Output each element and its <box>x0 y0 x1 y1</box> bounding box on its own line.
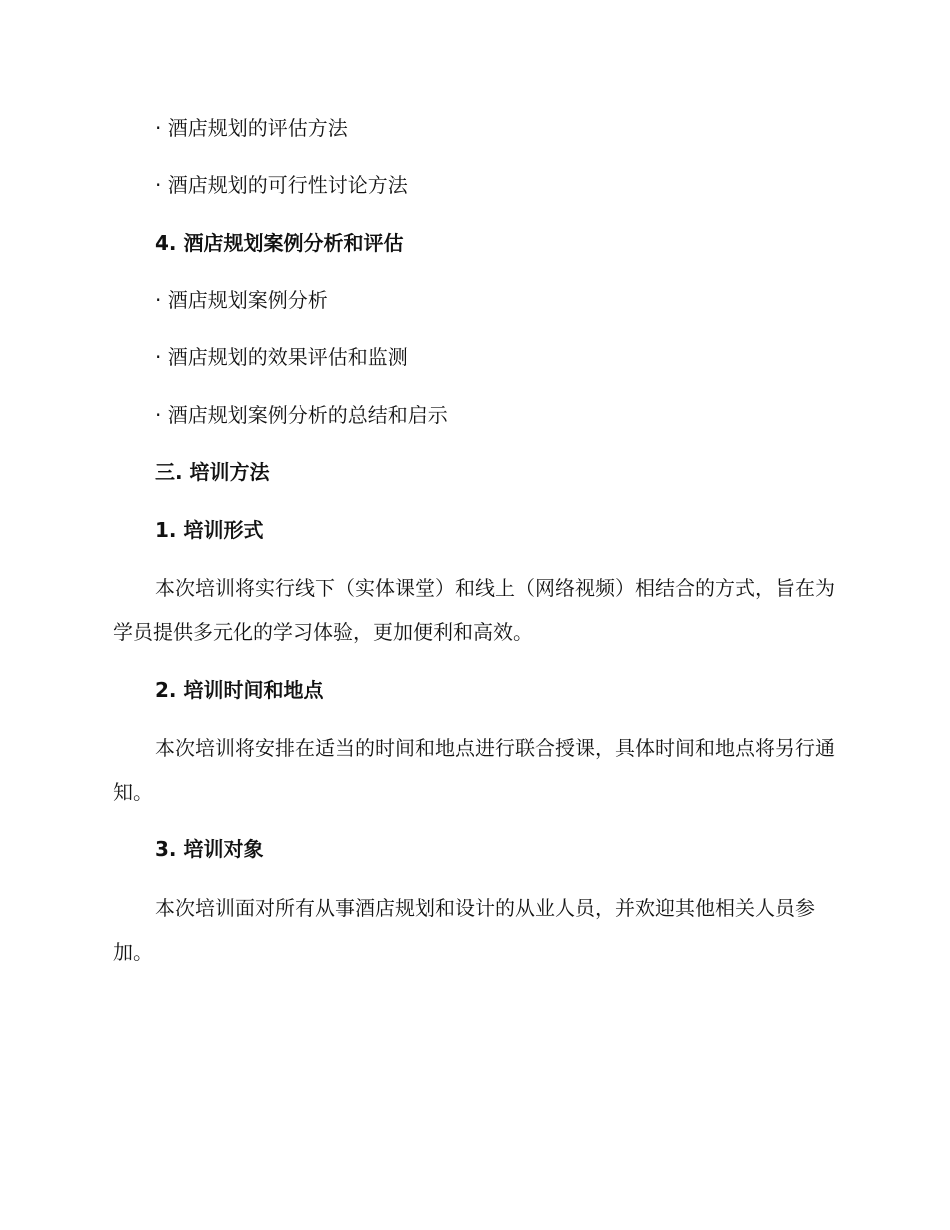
paragraph: 本次培训将实行线下（实体课堂）和线上（网络视频）相结合的方式，旨在为学员提供多元化的学习体验，更加便利和高效。 <box>113 576 835 644</box>
paragraph: 本次培训面对所有从事酒店规划和设计的从业人员，并欢迎其他相关人员参加。 <box>113 896 815 964</box>
subsection-heading: 3. 培训对象 <box>155 837 264 861</box>
bullet-item: · 酒店规划的效果评估和监测 <box>155 345 408 369</box>
section-title: 三. 培训方法 <box>155 460 270 484</box>
subsection-heading: 2. 培训时间和地点 <box>155 678 324 702</box>
bullet-item: · 酒店规划案例分析 <box>155 288 328 312</box>
bullet-item: · 酒店规划的可行性讨论方法 <box>155 173 408 197</box>
paragraph: 本次培训将安排在适当的时间和地点进行联合授课，具体时间和地点将另行通知。 <box>113 736 835 804</box>
bullet-item: · 酒店规划案例分析的总结和启示 <box>155 403 448 427</box>
section-heading: 4. 酒店规划案例分析和评估 <box>155 231 404 255</box>
subsection-heading: 1. 培训形式 <box>155 518 264 542</box>
bullet-item: · 酒店规划的评估方法 <box>155 116 348 140</box>
